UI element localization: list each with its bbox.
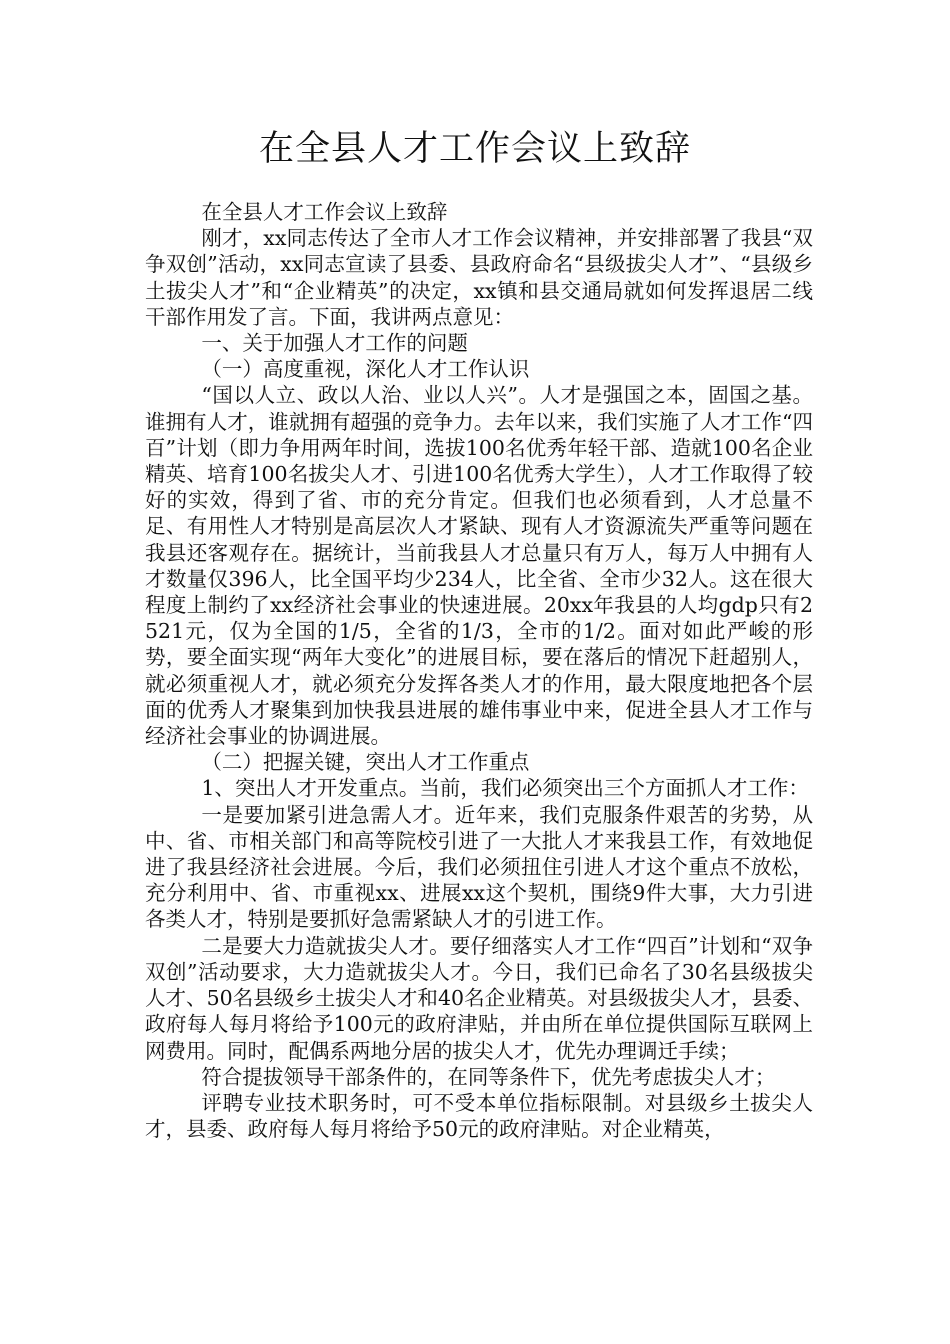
subtitle-paragraph: 在全县人才工作会议上致辞 — [201, 200, 448, 224]
body-paragraph: 评聘专业技术职务时，可不受本单位指标限制。对县级乡土拔尖人才，县委、政府每人每月将给予50元的政府津贴。对企业精英， — [145, 1090, 813, 1142]
body-paragraph: 符合提拔领导干部条件的，在同等条件下，优先考虑拔尖人才； — [201, 1064, 776, 1089]
body-paragraph: 一是要加紧引进急需人才。近年来，我们克服条件艰苦的劣势，从中、省、市相关部门和高等院校引进了一大批人才来我县工作，有效地促进了我县经济社会进展。今后，我们必须扭住引进人才这个重点不放松，充分利用中、省、市重视xx、进展xx这个契机，围绕9件大事，大力引进各类人才，特别是要抓好急需紧缺人才的引进工作。 — [145, 802, 813, 932]
document-body — [145, 199, 813, 1142]
subsection-heading-1: （一）高度重视，深化人才工作认识 — [201, 357, 530, 382]
document-title: 在全县人才工作会议上致辞 — [258, 129, 691, 169]
intro-paragraph: 刚才，xx同志传达了全市人才工作会议精神，并安排部署了我县“双争双创”活动，xx同志宣读了县委、县政府命名“县级拔尖人才”、“县级乡土拔尖人才”和“企业精英”的决定，xx镇和县交通局就如何发挥退居二线干部作用发了言。下面，我讲两点意见： — [145, 226, 813, 329]
section-heading-1: 一、关于加强人才工作的问题 — [201, 331, 468, 356]
body-paragraph: 二是要大力造就拔尖人才。要仔细落实人才工作“四百”计划和“双争双创”活动要求，大力造就拔尖人才。今日，我们已命名了30名县级拔尖人才、50名县级乡土拔尖人才和40名企业精英。对县级拔尖人才，县委、政府每人每月将给予100元的政府津贴，并由所在单位提供国际互联网上网费用。同时，配偶系两地分居的拔尖人才，优先办理调迁手续； — [145, 933, 813, 1063]
body-paragraph: “国以人立、政以人治、业以人兴”。人才是强国之本，固国之基。谁拥有人才，谁就拥有超强的竞争力。去年以来，我们实施了人才工作“四百”计划（即力争用两年时间，选拔100名优秀年轻干部、造就100名企业精英、培育100名拔尖人才、引进100名优秀大学生），人才工作取得了较好的实效，得到了省、市的充分肯定。但我们也必须看到，人才总量不足、有用性人才特别是高层次人才紧缺、现有人才资源流失严重等问题在我县还客观存在。据统计，当前我县人才总量只有万人，每万人中拥有人才数量仅396人，比全国平均少234人，比全省、全市少32人。这在很大程度上制约了xx经济社会事业的快速进展。20xx年我县的人均gdp只有2521元，仅为全国的1/5，全省的1/3，全市的1/2。面对如此严峻的形势，要全面实现“两年大变化”的进展目标，要在落后的情况下赶超别人，就必须重视人才，就必须充分发挥各类人才的作用，最大限度地把各个层面的优秀人才聚集到加快我县进展的雄伟事业中来，促进全县人才工作与经济社会事业的协调进展。 — [145, 383, 813, 749]
body-paragraph: 1、突出人才开发重点。当前，我们必须突出三个方面抓人才工作： — [201, 776, 809, 801]
subsection-heading-2: （二）把握关键，突出人才工作重点 — [201, 750, 530, 775]
